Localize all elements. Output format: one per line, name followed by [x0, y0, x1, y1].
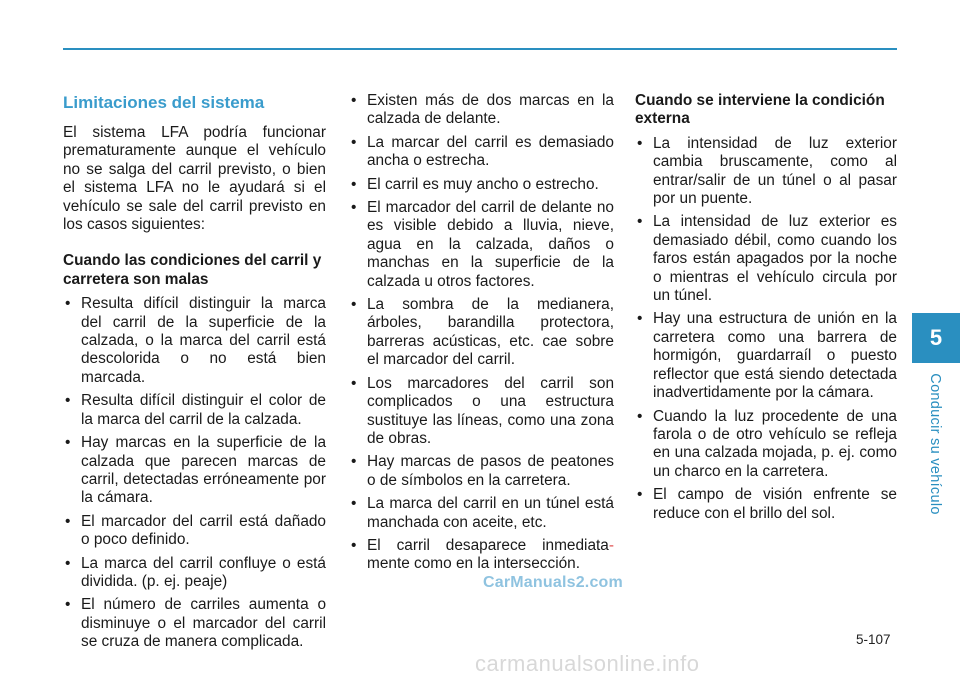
- list-item: • Hay una estructura de unión en la carretera como una barrera de hormigón, guardarraíl o puesto reflector que está siendo detectada inadvertidamente por la cámara.: [635, 310, 897, 402]
- list-item: • El carril es muy ancho o estrecho.: [349, 176, 614, 194]
- list-item: • Existen más de dos marcas en la calzada de delante.: [349, 92, 614, 129]
- intro-paragraph: El sistema LFA podría funcionar prematuramente aunque el vehículo no se salga del carril previsto, o bien el sistema LFA no le ayudará si el vehículo se sale del carril previsto en los casos siguientes:: [63, 124, 326, 234]
- list-item: • El campo de visión enfrente se reduce con el brillo del sol.: [635, 486, 897, 523]
- list-item: • Cuando la luz procedente de una farola o de otro vehículo se refleja en una calzada mojada, p. ej. como un charco en la carretera.: [635, 408, 897, 482]
- bullet-list-left: [63, 295, 326, 651]
- list-item: • La marcar del carril es demasiado ancha o estrecha.: [349, 134, 614, 171]
- list-item: • El marcador del carril de delante no es visible debido a lluvia, nieve, agua en la calzada, daños o manchas en la superficie de la calzada u otros factores.: [349, 199, 614, 291]
- chapter-title: Conducir su vehículo: [927, 373, 943, 515]
- column-right: [635, 92, 897, 528]
- list-item: • La marca del carril en un túnel está manchada con aceite, etc.: [349, 495, 614, 532]
- list-item-text: El carril desaparece inmediata: [367, 536, 609, 554]
- column-left: [63, 92, 326, 657]
- subheading-road-conditions: Cuando las condiciones del carril y carretera son malas: [63, 252, 322, 288]
- list-item: • La intensidad de luz exterior cambia bruscamente, como al entrar/salir de un túnel o al pasar por un puente.: [635, 135, 897, 209]
- list-item: [349, 537, 614, 574]
- bullet-list-middle: [349, 92, 614, 574]
- section-heading: Limitaciones del sistema: [63, 93, 265, 112]
- list-item: • El número de carriles aumenta o disminuye o el marcador del carril se cruza de manera complicada.: [63, 596, 326, 651]
- column-middle: [349, 92, 614, 579]
- list-item: • Resulta difícil distinguir la marca del carril de la superficie de la calzada, o la marca del carril está descolorida o no está bien marcada.: [63, 295, 326, 387]
- bullet-list-right: [635, 135, 897, 523]
- chapter-side-label: [920, 374, 950, 514]
- list-item: • Los marcadores del carril son complicados o una estructura sustituye las líneas, como una zona de obras.: [349, 375, 614, 449]
- watermark-carmanuals2: CarManuals2.com: [483, 574, 623, 591]
- list-item: • La intensidad de luz exterior es demasiado débil, como cuando los faros están apagados por la noche o mientras el vehículo circula por un túnel.: [635, 213, 897, 305]
- subheading-external-conditions: Cuando se interviene la condición externa: [635, 92, 885, 128]
- header-rule: [63, 48, 897, 50]
- chapter-number: 5: [929, 325, 943, 350]
- list-item: • El marcador del carril está dañado o poco definido.: [63, 513, 326, 550]
- page-number: 5-107: [856, 632, 891, 647]
- list-item: • Resulta difícil distinguir el color de la marca del carril de la calzada.: [63, 392, 326, 429]
- watermark-carmanualsonline: carmanualsonline.info: [475, 651, 700, 676]
- list-item: • Hay marcas de pasos de peatones o de símbolos en la carretera.: [349, 453, 614, 490]
- list-item: • La marca del carril confluye o está dividida. (p. ej. peaje): [63, 555, 326, 592]
- list-item: • La sombra de la medianera, árboles, barandilla protectora, barreras acústicas, etc. cae sobre el marcador del carril.: [349, 296, 614, 370]
- chapter-tab[interactable]: [912, 313, 960, 363]
- hyphen-mark: -: [608, 536, 614, 554]
- list-item-text: mente como en la intersección.: [367, 555, 581, 573]
- list-item: • Hay marcas en la superficie de la calzada que parecen marcas de carril, detectadas erróneamente por la cámara.: [63, 434, 326, 508]
